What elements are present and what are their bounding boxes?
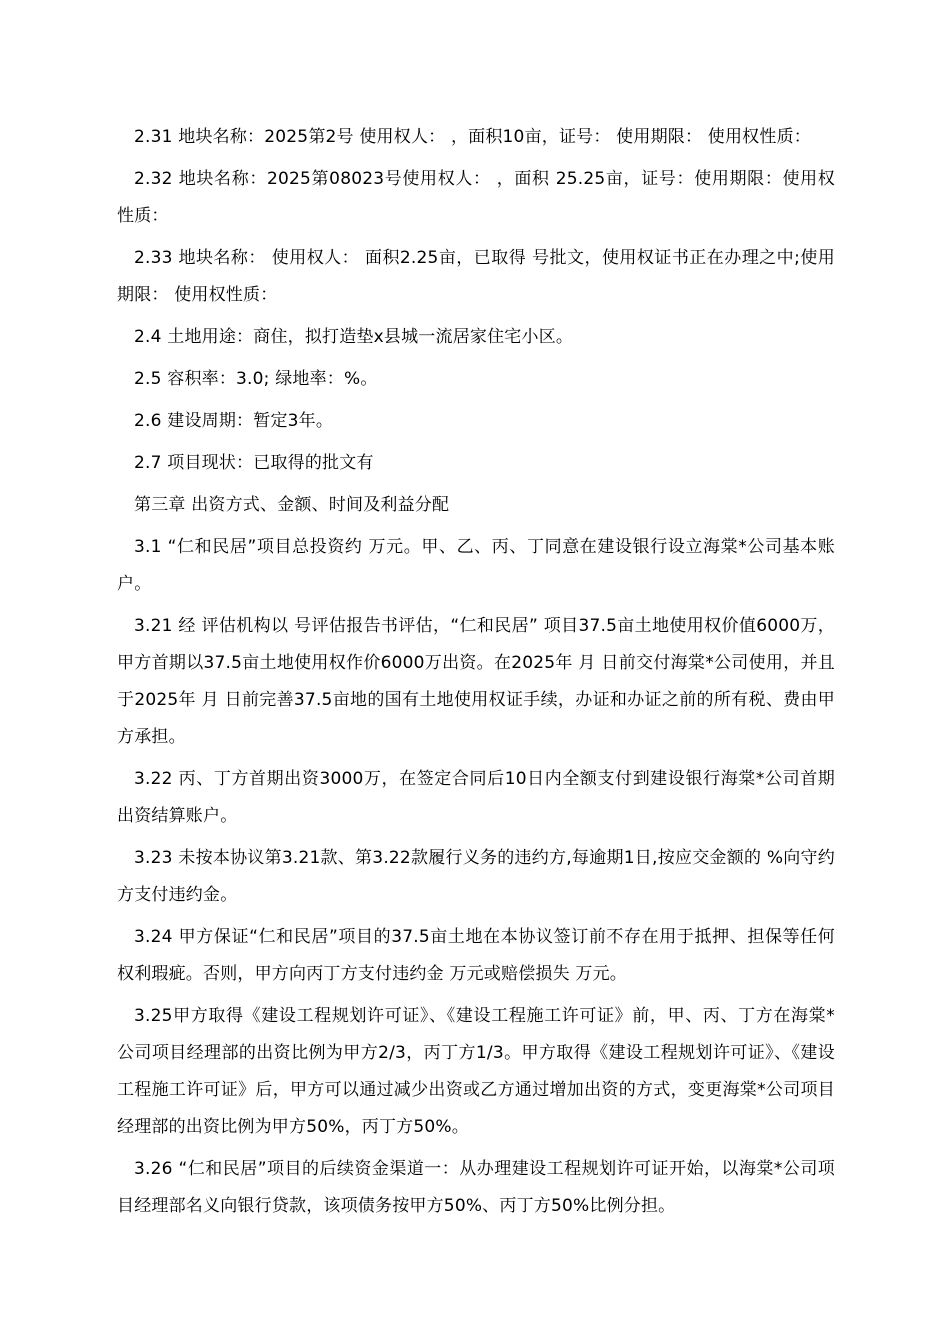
clause-2-32: 2.32 地块名称：2025第08023号使用权人： ，面积 25.25亩，证号：使用期限：使用权性质：: [117, 169, 835, 226]
document-body: [117, 119, 835, 1230]
chapter-3-heading: 第三章 出资方式、金额、时间及利益分配: [134, 495, 450, 515]
clause-3-22: 3.22 丙、丁方首期出资3000万，在签定合同后10日内全额支付到建设银行海棠*公司首期出资结算账户。: [117, 769, 835, 826]
clause-3-21: 3.21 经 评估机构以 号评估报告书评估，“仁和民居” 项目37.5亩土地使用权价值6000万，甲方首期以37.5亩土地使用权作价6000万出资。在2025年 月 日前交付海棠*公司使用，并且于2025年 月 日前完善37.5亩地的国有土地使用权证手续，办证和办证之前的所有税、费由甲方承担。: [117, 616, 835, 747]
clause-2-5: 2.5 容积率：3.0; 绿地率：%。: [134, 369, 378, 389]
clause-2-33: 2.33 地块名称： 使用权人： 面积2.25亩，已取得 号批文，使用权证书正在办理之中;使用期限： 使用权性质：: [117, 248, 835, 305]
clause-2-31: 2.31 地块名称：2025第2号 使用权人： ，面积10亩，证号： 使用期限： 使用权性质：: [134, 127, 811, 147]
clause-3-25: 3.25甲方取得《建设工程规划许可证》、《建设工程施工许可证》前，甲、丙、丁方在海棠*公司项目经理部的出资比例为甲方2/3，丙丁方1/3。甲方取得《建设工程规划许可证》、《建设工程施工许可证》后，甲方可以通过减少出资或乙方通过增加出资的方式，变更海棠*公司项目经理部的出资比例为甲方50%，丙丁方50%。: [117, 1006, 835, 1137]
clause-2-4: 2.4 土地用途：商住，拟打造垫x县城一流居家住宅小区。: [134, 327, 574, 347]
clause-3-26: 3.26 “仁和民居”项目的后续资金渠道一：从办理建设工程规划许可证开始，以海棠*公司项目经理部名义向银行贷款，该项债务按甲方50%、丙丁方50%比例分担。: [117, 1159, 835, 1216]
clause-3-1: 3.1 “仁和民居”项目总投资约 万元。甲、乙、丙、丁同意在建设银行设立海棠*公司基本账户。: [117, 537, 835, 594]
clause-2-7: 2.7 项目现状：已取得的批文有: [134, 453, 374, 473]
clause-3-23: 3.23 未按本协议第3.21款、第3.22款履行义务的违约方,每逾期1日,按应交金额的 %向守约方支付违约金。: [117, 848, 835, 905]
clause-3-24: 3.24 甲方保证“仁和民居”项目的37.5亩土地在本协议签订前不存在用于抵押、担保等任何权利瑕疵。否则，甲方向丙丁方支付违约金 万元或赔偿损失 万元。: [117, 927, 835, 984]
clause-2-6: 2.6 建设周期：暂定3年。: [134, 411, 334, 431]
